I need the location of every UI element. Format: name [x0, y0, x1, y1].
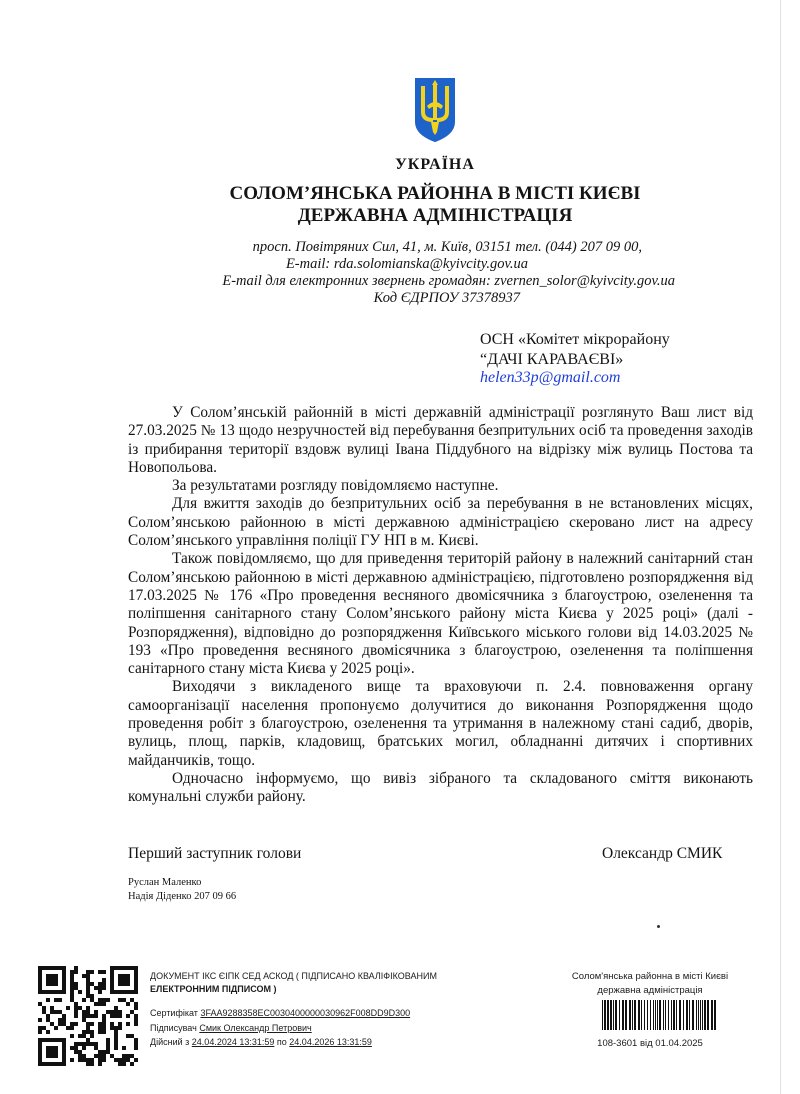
valid-to: 24.04.2026 13:31:59: [289, 1037, 372, 1047]
executor-line1: Руслан Маленко: [128, 877, 202, 888]
paragraph-4: Також повідомляємо, що для приведення територій району в належний санітарний стан Солом’янською районною в місті державною адміністрацією, підготовлено розпорядження від 17.03.2025 № 176 «Про проведення весняного двомісячника з благоустрою, озеленення та поліпшення санітарного стану Солом’янського району міста Києва у 2025 році» (далі - Розпорядження), відповідно до розпорядження Київського міського голови від 14.03.2025 № 193 «Про проведення весняного двомісячника з благоустрою, озеленення та поліпшення санітарного стану міста Києва у 2025 році».: [128, 550, 753, 678]
valid-label: Дійсний з: [150, 1037, 190, 1047]
paragraph-3: Для вжиття заходів до безпритульних осіб за перебування в не встановлених місцях, Солом’янською районною в місті державною адміністрацією скеровано лист на адресу Солом’янського управління поліції ГУ НП в м. Києві.: [128, 495, 753, 550]
org-address: просп. Повітряних Сил, 41, м. Київ, 03151 тел. (044) 207 09 00,: [252, 239, 642, 255]
recipient-line1: ОСН «Комітет мікрорайону: [480, 331, 670, 348]
org-name-line1: СОЛОМ’ЯНСЬКА РАЙОННА В МІСТІ КИЄВІ: [229, 183, 641, 204]
org-email: E-mail: rda.solomianska@kyivcity.gov.ua: [285, 256, 528, 272]
stamp-doc-line2: ЕЛЕКТРОННИМ ПІДПИСОМ ): [150, 984, 277, 994]
registration-number: 108-3601 від 01.04.2025: [597, 1038, 703, 1049]
signer-label: Підписувач: [150, 1023, 197, 1033]
stamp-validity: [150, 1037, 372, 1047]
stamp-signer: [150, 1023, 312, 1033]
signatory-position: Перший заступник голови: [128, 845, 302, 862]
org-edrpou: Код ЄДРПОУ 37378937: [373, 290, 520, 306]
paragraph-5: Виходячи з викладеного вище та враховуючи п. 2.4. повноваження органу самоорганізації населення пропонуємо долучитися до виконання Розпорядження щодо проведення робіт з благоустрою, озеленення та утримання в належному стані садиб, дворів, вулиць, площ, парків, кладовищ, братських могил, обладнанні дитячих і спортивних майданчиків, тощо.: [128, 678, 753, 769]
mark-dot: [657, 925, 660, 928]
registration-org-line2: державна адміністрація: [597, 985, 703, 996]
letter-body: [128, 404, 753, 807]
recipient-line2: “ДАЧІ КАРАВАЄВІ»: [480, 351, 624, 368]
paragraph-1: У Солом’янській районній в місті державній адміністрації розглянуто Ваш лист від 27.03.2025 № 13 щодо незручностей від перебування безпритульних осіб та проведення заходів із прибирання території вздовж вулиці Івана Піддубного на відрізку між вулиць Постова та Новопольова.: [128, 404, 753, 476]
cert-label: Сертифікат: [150, 1008, 198, 1018]
country-name: УКРАЇНА: [395, 156, 475, 173]
stamp-certificate: [150, 1008, 410, 1018]
trident-icon: [413, 76, 457, 144]
cert-value: 3FAA9288358EC0030400000030962F008DD9D300: [200, 1008, 411, 1018]
org-email-citizens: E-mail для електронних звернень громадян: zvernen_solor@kyivcity.gov.ua: [222, 273, 675, 289]
registration-org-line1: Солом'янська районна в місті Києві: [571, 971, 729, 982]
signatory-name: Олександр СМИК: [602, 845, 723, 862]
signature-stamp-header: [150, 970, 510, 996]
barcode-icon: [600, 1000, 720, 1030]
recipient-email[interactable]: helen33p@gmail.com: [480, 369, 621, 386]
valid-to-label: по: [276, 1037, 287, 1047]
signer-value: Смик Олександр Петрович: [199, 1023, 312, 1033]
registration-org: [560, 970, 740, 998]
executor-line2: Надія Діденко 207 09 66: [128, 891, 237, 902]
valid-from: 24.04.2024 13:31:59: [191, 1037, 275, 1047]
qr-code-icon: [38, 966, 138, 1066]
org-name-line2: ДЕРЖАВНА АДМІНІСТРАЦІЯ: [297, 205, 573, 226]
paragraph-2: За результатами розгляду повідомляємо наступне.: [172, 477, 499, 495]
paragraph-6: Одночасно інформуємо, що вивіз зібраного та складованого сміття виконають комунальні служби району.: [128, 769, 753, 806]
stamp-doc-line1: ДОКУМЕНТ ІКС ЄІПК СЕД АСКОД ( ПІДПИСАНО КВАЛІФІКОВАНИМ: [150, 971, 437, 981]
